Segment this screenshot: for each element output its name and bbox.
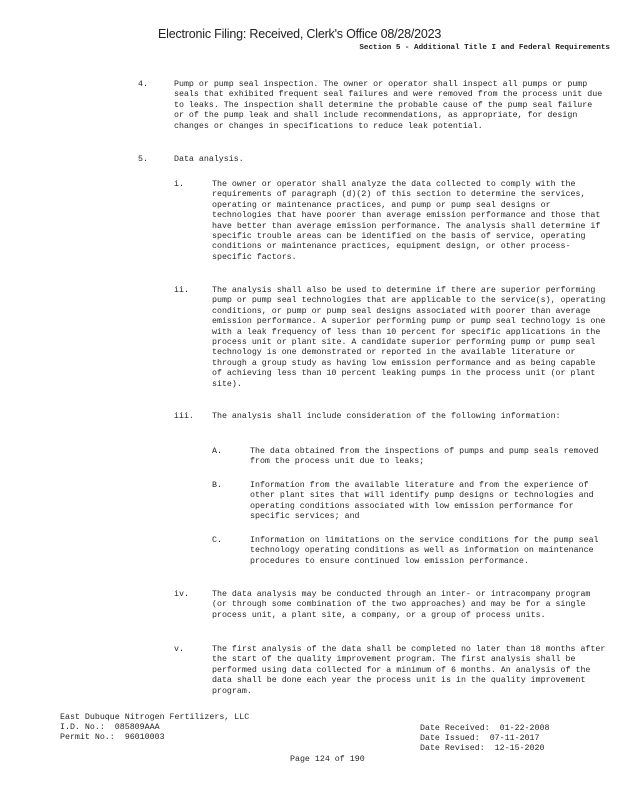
item-text-pump-seal-inspection: Pump or pump seal inspection. The owner or operator shall inspect all pumps or pump seals that exhibited frequent seal failures and were removed from the process unit due to leaks. The inspection shall determine the probable cause of the pump seal failure or of the pump leak and shall include recommendations, as appropriate, for design changes or changes in specifications to reduce leak potential. (174, 80, 603, 131)
letter-item-number: B. (212, 481, 222, 490)
page-number: Page 124 of 190 (290, 755, 365, 764)
sub-item-number: v. (174, 645, 184, 654)
item-text-data-analysis: Data analysis. (174, 155, 244, 164)
section-header: Section 5 - Additional Title I and Federal Requirements (359, 44, 610, 52)
footer-date-received: Date Received: 01-22-2008 (420, 724, 550, 733)
footer-company: East Dubuque Nitrogen Fertilizers, LLC (60, 713, 250, 722)
sub-item-number: ii. (174, 286, 189, 295)
letter-item-text: Information from the available literature and from the experience of other plant sites that will identify pump designs or technologies and operating conditions associated with low emission performance for specific services; and (250, 481, 594, 522)
sub-item-number: iii. (174, 412, 194, 421)
item-number: 4. (138, 80, 148, 89)
letter-item-text: The data obtained from the inspections of pumps and pump seals removed from the process unit due to leaks; (250, 447, 599, 467)
sub-item-text: The analysis shall also be used to determine if there are superior performing pump or pump seal technologies that are applicable to the service(s), operating conditions, or pump or pump seal designs associated with poorer than average emission performance. A superior performing pump or pump seal technology is one with a leak frequency of less than 10 percent for specific applications in the process unit or plant site. A candidate superior performing pump or pump seal technology is one demonstrated or reported in the available literature or through a group study as having low emission performance and as being capable of achieving less than 10 percent leaking pumps in the process unit (or plant site). (212, 286, 606, 389)
footer-permit-no: Permit No.: 96010003 (60, 733, 165, 742)
sub-item-number: iv. (174, 590, 189, 599)
sub-item-number: i. (174, 180, 184, 189)
sub-item-text: The data analysis may be conducted through an inter- or intracompany program (or through some combination of the two approaches) and may be for a single process unit, a plant site, a company, or a group of process units. (212, 590, 591, 620)
sub-item-text: The analysis shall include consideration of the following information: (212, 412, 561, 421)
letter-item-number: A. (212, 447, 222, 456)
letter-item-number: C. (212, 536, 222, 545)
footer-date-revised: Date Revised: 12-15-2020 (420, 744, 545, 753)
footer-id-no: I.D. No.: 085809AAA (60, 723, 160, 732)
item-number: 5. (138, 155, 148, 164)
sub-item-text: The first analysis of the data shall be completed no later than 18 months after the start of the quality improvement program. The first analysis shall be performed using data collected for a minimum of 6 months. An analysis of the data shall be done each year the process unit is in the quality improvement program. (212, 645, 606, 696)
footer-date-issued: Date Issued: 07-11-2017 (420, 734, 540, 743)
electronic-filing-stamp: Electronic Filing: Received, Clerk's Office 08/28/2023 (158, 27, 442, 41)
letter-item-text: Information on limitations on the service conditions for the pump seal technology operating conditions as well as information on maintenance procedures to ensure continued low emission performance. (250, 536, 599, 566)
sub-item-text: The owner or operator shall analyze the data collected to comply with the requirements of paragraph (d)(2) of this section to determine the services, operating or maintenance practices, and pump or pump seal designs or technologies that have poorer than average emission performance and those that have better than average emission performance. The analysis shall determine if specific trouble areas can be identified on the basis of service, operating conditions or maintenance practices, equipment design, or other process-specific factors. (212, 180, 601, 262)
